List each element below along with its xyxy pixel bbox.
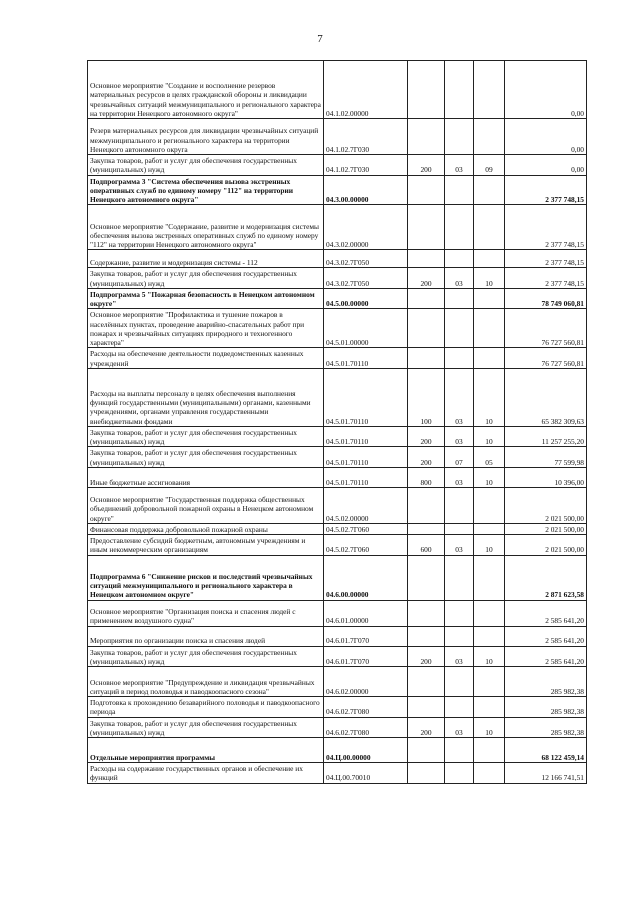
row-subsection — [474, 288, 505, 309]
row-code: 04.1.02.00000 — [324, 61, 408, 119]
table-row — [88, 447, 587, 468]
row-code: 04.3.02.7Г050 — [324, 268, 408, 289]
row-amount: 11 257 255,20 — [505, 426, 587, 447]
row-amount: 2 021 500,00 — [505, 523, 587, 534]
table-row — [88, 250, 587, 268]
row-amount: 2 377 748,15 — [505, 268, 587, 289]
row-name: Финансовая поддержка добровольной пожарной охраны — [88, 523, 324, 534]
table-row — [88, 717, 587, 738]
row-code: 04.5.01.70110 — [324, 467, 408, 487]
row-name: Закупка товаров, работ и услуг для обеспечения государственных (муниципальных) нужд — [88, 646, 324, 667]
row-section: 03 — [445, 268, 474, 289]
row-amount: 2 585 641,20 — [505, 646, 587, 667]
row-amount: 65 382 309,63 — [505, 368, 587, 426]
row-subsection — [474, 175, 505, 205]
table-row — [88, 155, 587, 176]
row-section: 03 — [445, 155, 474, 176]
row-subsection — [474, 738, 505, 763]
row-expense-type — [408, 738, 445, 763]
row-code: 04.6.02.7Г080 — [324, 717, 408, 738]
row-expense-type — [408, 600, 445, 626]
row-name: Расходы на выплаты персоналу в целях обеспечения выполнения функций государственными (муниципальными) органами, казенными учреждениями, органами управления государственными внебюджетными фондами — [88, 368, 324, 426]
row-amount: 0,00 — [505, 119, 587, 155]
row-subsection: 10 — [474, 467, 505, 487]
row-name: Подготовка к прохождению безаварийного половодья и паводкоопасного периода — [88, 697, 324, 718]
row-section — [445, 667, 474, 697]
table-row — [88, 309, 587, 348]
row-subsection: 09 — [474, 155, 505, 176]
row-code: 04.6.01.7Г070 — [324, 646, 408, 667]
row-name: Основное мероприятие "Предупреждение и ликвидация чрезвычайных ситуаций в период половодья и паводкоопасного сезона" — [88, 667, 324, 697]
table-row — [88, 626, 587, 646]
row-name: Основное мероприятие "Создание и восполнение резервов материальных ресурсов в целях гражданской обороны и ликвидации чрезвычайных ситуаций межмуниципального и регионального характера на территории Ненецкого автономного округа" — [88, 61, 324, 119]
row-expense-type — [408, 555, 445, 600]
row-name: Закупка товаров, работ и услуг для обеспечения государственных (муниципальных) нужд — [88, 447, 324, 468]
row-code: 04.5.01.70110 — [324, 368, 408, 426]
row-expense-type: 200 — [408, 426, 445, 447]
row-code: 04.6.01.7Г070 — [324, 626, 408, 646]
row-amount: 12 166 741,51 — [505, 763, 587, 784]
row-expense-type — [408, 523, 445, 534]
row-code: 04.6.02.7Г080 — [324, 697, 408, 718]
row-amount: 2 021 500,00 — [505, 487, 587, 523]
row-code: 04.5.01.70110 — [324, 447, 408, 468]
row-code: 04.1.02.7Г030 — [324, 119, 408, 155]
row-section — [445, 250, 474, 268]
row-name: Подпрограмма 5 "Пожарная безопасность в Ненецком автономном округе" — [88, 288, 324, 309]
table-row — [88, 555, 587, 600]
row-subsection — [474, 697, 505, 718]
row-section — [445, 119, 474, 155]
table-row — [88, 426, 587, 447]
table-row — [88, 697, 587, 718]
table-row — [88, 467, 587, 487]
row-subsection — [474, 626, 505, 646]
row-expense-type — [408, 119, 445, 155]
row-name: Мероприятия по организации поиска и спасения людей — [88, 626, 324, 646]
row-expense-type — [408, 763, 445, 784]
row-section: 03 — [445, 717, 474, 738]
row-amount: 0,00 — [505, 61, 587, 119]
row-section: 03 — [445, 646, 474, 667]
table-row — [88, 368, 587, 426]
table-row — [88, 763, 587, 784]
row-amount: 285 982,38 — [505, 667, 587, 697]
row-amount: 76 727 560,81 — [505, 348, 587, 369]
row-expense-type — [408, 309, 445, 348]
row-amount: 0,00 — [505, 155, 587, 176]
table-row — [88, 268, 587, 289]
row-amount: 2 377 748,15 — [505, 205, 587, 250]
row-name: Основное мероприятие "Содержание, развитие и модернизация системы обеспечения вызова экстренных оперативных служб по единому номеру "112" на территории Ненецкого автономного округа" — [88, 205, 324, 250]
row-name: Предоставление субсидий бюджетным, автономным учреждениям и иным некоммерческим организациям — [88, 535, 324, 556]
row-name: Закупка товаров, работ и услуг для обеспечения государственных (муниципальных) нужд — [88, 717, 324, 738]
row-name: Расходы на содержание государственных органов и обеспечение их функций — [88, 763, 324, 784]
row-code: 04.3.02.00000 — [324, 205, 408, 250]
row-subsection — [474, 309, 505, 348]
row-code: 04.6.00.00000 — [324, 555, 408, 600]
row-code: 04.6.01.00000 — [324, 600, 408, 626]
row-code: 04.1.02.7Г030 — [324, 155, 408, 176]
row-code: 04.6.02.00000 — [324, 667, 408, 697]
row-section — [445, 288, 474, 309]
row-expense-type — [408, 175, 445, 205]
row-code: 04.5.01.70110 — [324, 348, 408, 369]
row-amount: 77 599,98 — [505, 447, 587, 468]
row-section — [445, 555, 474, 600]
row-subsection — [474, 600, 505, 626]
row-name: Закупка товаров, работ и услуг для обеспечения государственных (муниципальных) нужд — [88, 426, 324, 447]
row-code: 04.Ц.00.00000 — [324, 738, 408, 763]
row-amount: 10 396,00 — [505, 467, 587, 487]
row-expense-type: 200 — [408, 646, 445, 667]
table-row — [88, 523, 587, 534]
row-code: 04.5.00.00000 — [324, 288, 408, 309]
row-subsection — [474, 348, 505, 369]
table-row — [88, 600, 587, 626]
row-section — [445, 697, 474, 718]
row-expense-type: 200 — [408, 447, 445, 468]
table-row — [88, 667, 587, 697]
row-expense-type: 600 — [408, 535, 445, 556]
row-subsection — [474, 250, 505, 268]
row-expense-type — [408, 205, 445, 250]
row-expense-type — [408, 626, 445, 646]
row-name: Отдельные мероприятия программы — [88, 738, 324, 763]
row-code: 04.3.00.00000 — [324, 175, 408, 205]
row-expense-type — [408, 697, 445, 718]
table-row — [88, 487, 587, 523]
row-amount: 2 585 641,20 — [505, 600, 587, 626]
row-code: 04.5.02.7Г060 — [324, 535, 408, 556]
row-amount: 2 021 500,00 — [505, 535, 587, 556]
row-subsection — [474, 763, 505, 784]
row-section — [445, 348, 474, 369]
row-subsection: 10 — [474, 368, 505, 426]
row-subsection — [474, 667, 505, 697]
row-subsection — [474, 555, 505, 600]
row-name: Подпрограмма 3 "Система обеспечения вызова экстренных оперативных служб по единому номеру "112" на территории Ненецкого автономного округа" — [88, 175, 324, 205]
row-section — [445, 600, 474, 626]
page-number: 7 — [317, 33, 323, 45]
row-expense-type: 100 — [408, 368, 445, 426]
row-expense-type — [408, 250, 445, 268]
row-expense-type — [408, 61, 445, 119]
row-subsection: 10 — [474, 268, 505, 289]
row-expense-type: 200 — [408, 717, 445, 738]
row-amount: 2 585 641,20 — [505, 626, 587, 646]
budget-table-body — [88, 61, 587, 784]
row-amount: 2 377 748,15 — [505, 175, 587, 205]
row-amount: 285 982,38 — [505, 697, 587, 718]
table-row — [88, 119, 587, 155]
row-section — [445, 487, 474, 523]
row-name: Иные бюджетные ассигнования — [88, 467, 324, 487]
row-section: 03 — [445, 535, 474, 556]
row-code: 04.3.02.7Г050 — [324, 250, 408, 268]
row-section — [445, 205, 474, 250]
row-section — [445, 523, 474, 534]
row-section: 07 — [445, 447, 474, 468]
row-name: Основное мероприятие "Государственная поддержка общественных объединений добровольной пожарной охраны в Ненецком автономном округе" — [88, 487, 324, 523]
row-code: 04.5.01.00000 — [324, 309, 408, 348]
row-name: Основное мероприятие "Профилактика и тушение пожаров в населённых пунктах, проведение аварийно-спасательных работ при пожарах и чрезвычайных ситуациях природного и техногенного характера" — [88, 309, 324, 348]
row-code: 04.Ц.00.70010 — [324, 763, 408, 784]
row-subsection — [474, 487, 505, 523]
row-subsection — [474, 205, 505, 250]
row-expense-type — [408, 288, 445, 309]
row-expense-type — [408, 348, 445, 369]
row-name: Резерв материальных ресурсов для ликвидации чрезвычайных ситуаций межмуниципального и регионального характера на территории Ненецкого автономного округа — [88, 119, 324, 155]
row-amount: 2 871 623,58 — [505, 555, 587, 600]
row-subsection: 10 — [474, 646, 505, 667]
row-code: 04.5.02.00000 — [324, 487, 408, 523]
row-name: Закупка товаров, работ и услуг для обеспечения государственных (муниципальных) нужд — [88, 155, 324, 176]
table-row — [88, 738, 587, 763]
row-section — [445, 61, 474, 119]
row-section: 03 — [445, 426, 474, 447]
row-name: Содержание, развитие и модернизация системы - 112 — [88, 250, 324, 268]
row-section — [445, 738, 474, 763]
row-name: Расходы на обеспечение деятельности подведомственных казенных учреждений — [88, 348, 324, 369]
row-section: 03 — [445, 368, 474, 426]
row-name: Основное мероприятие "Организация поиска и спасения людей с применением воздушного судна" — [88, 600, 324, 626]
table-row — [88, 61, 587, 119]
row-section: 03 — [445, 467, 474, 487]
row-amount: 76 727 560,81 — [505, 309, 587, 348]
row-subsection: 05 — [474, 447, 505, 468]
budget-table — [87, 60, 587, 784]
row-amount: 2 377 748,15 — [505, 250, 587, 268]
row-expense-type — [408, 667, 445, 697]
table-row — [88, 175, 587, 205]
row-amount: 78 749 060,81 — [505, 288, 587, 309]
row-amount: 68 122 459,14 — [505, 738, 587, 763]
row-subsection: 10 — [474, 426, 505, 447]
row-subsection: 10 — [474, 717, 505, 738]
row-name: Подпрограмма 6 "Снижение рисков и последствий чрезвычайных ситуаций межмуниципального и регионального характера в Ненецком автономном округе" — [88, 555, 324, 600]
row-section — [445, 309, 474, 348]
row-name: Закупка товаров, работ и услуг для обеспечения государственных (муниципальных) нужд — [88, 268, 324, 289]
row-expense-type: 800 — [408, 467, 445, 487]
row-subsection — [474, 119, 505, 155]
row-section — [445, 626, 474, 646]
table-row — [88, 205, 587, 250]
table-row — [88, 646, 587, 667]
table-row — [88, 348, 587, 369]
row-expense-type: 200 — [408, 155, 445, 176]
row-section — [445, 763, 474, 784]
row-subsection: 10 — [474, 535, 505, 556]
row-subsection — [474, 61, 505, 119]
row-code: 04.5.01.70110 — [324, 426, 408, 447]
row-code: 04.5.02.7Г060 — [324, 523, 408, 534]
row-subsection — [474, 523, 505, 534]
row-amount: 285 982,38 — [505, 717, 587, 738]
table-row — [88, 535, 587, 556]
row-expense-type: 200 — [408, 268, 445, 289]
row-expense-type — [408, 487, 445, 523]
table-row — [88, 288, 587, 309]
row-section — [445, 175, 474, 205]
